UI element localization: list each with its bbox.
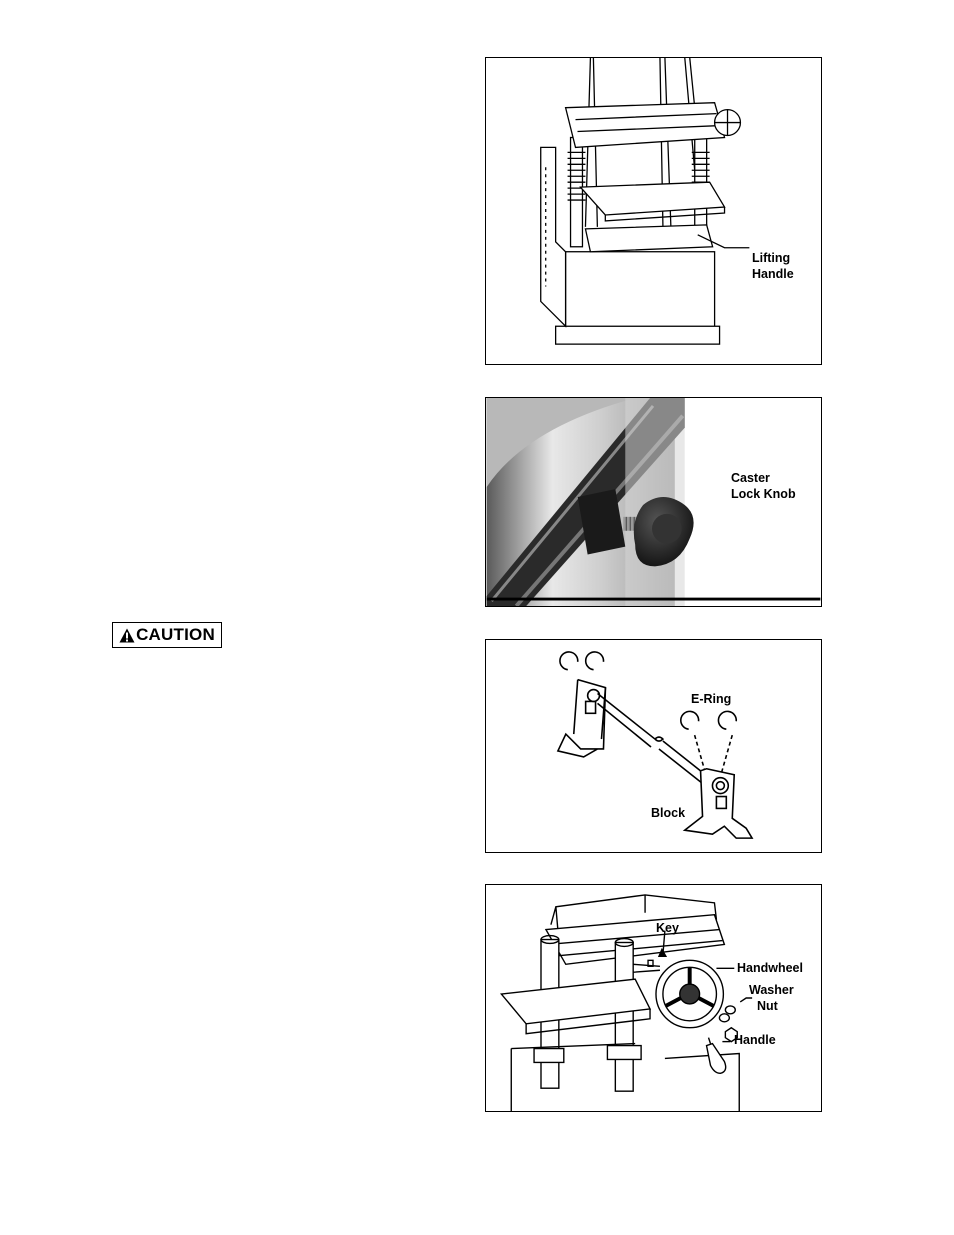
label-e-ring: E-Ring bbox=[691, 692, 732, 706]
warning-triangle-icon bbox=[119, 628, 135, 643]
label-washer-nut: Washer Nut bbox=[749, 983, 794, 1013]
label-handle: Handle bbox=[734, 1033, 776, 1047]
figure-ering-block bbox=[485, 639, 822, 853]
planer-lifting-illustration bbox=[486, 58, 821, 364]
caution-label: CAUTION bbox=[136, 625, 215, 644]
caution-badge bbox=[112, 622, 222, 648]
label-key: Key bbox=[656, 921, 679, 935]
label-caster-lock-knob: Caster Lock Knob bbox=[731, 471, 796, 501]
figure-handwheel bbox=[485, 884, 822, 1112]
figure-caster-lock-knob bbox=[485, 397, 822, 607]
label-block: Block bbox=[651, 806, 686, 820]
label-lifting-handle: Lifting Handle bbox=[752, 251, 794, 281]
figure-lifting-handle bbox=[485, 57, 822, 365]
label-handwheel: Handwheel bbox=[737, 961, 803, 975]
